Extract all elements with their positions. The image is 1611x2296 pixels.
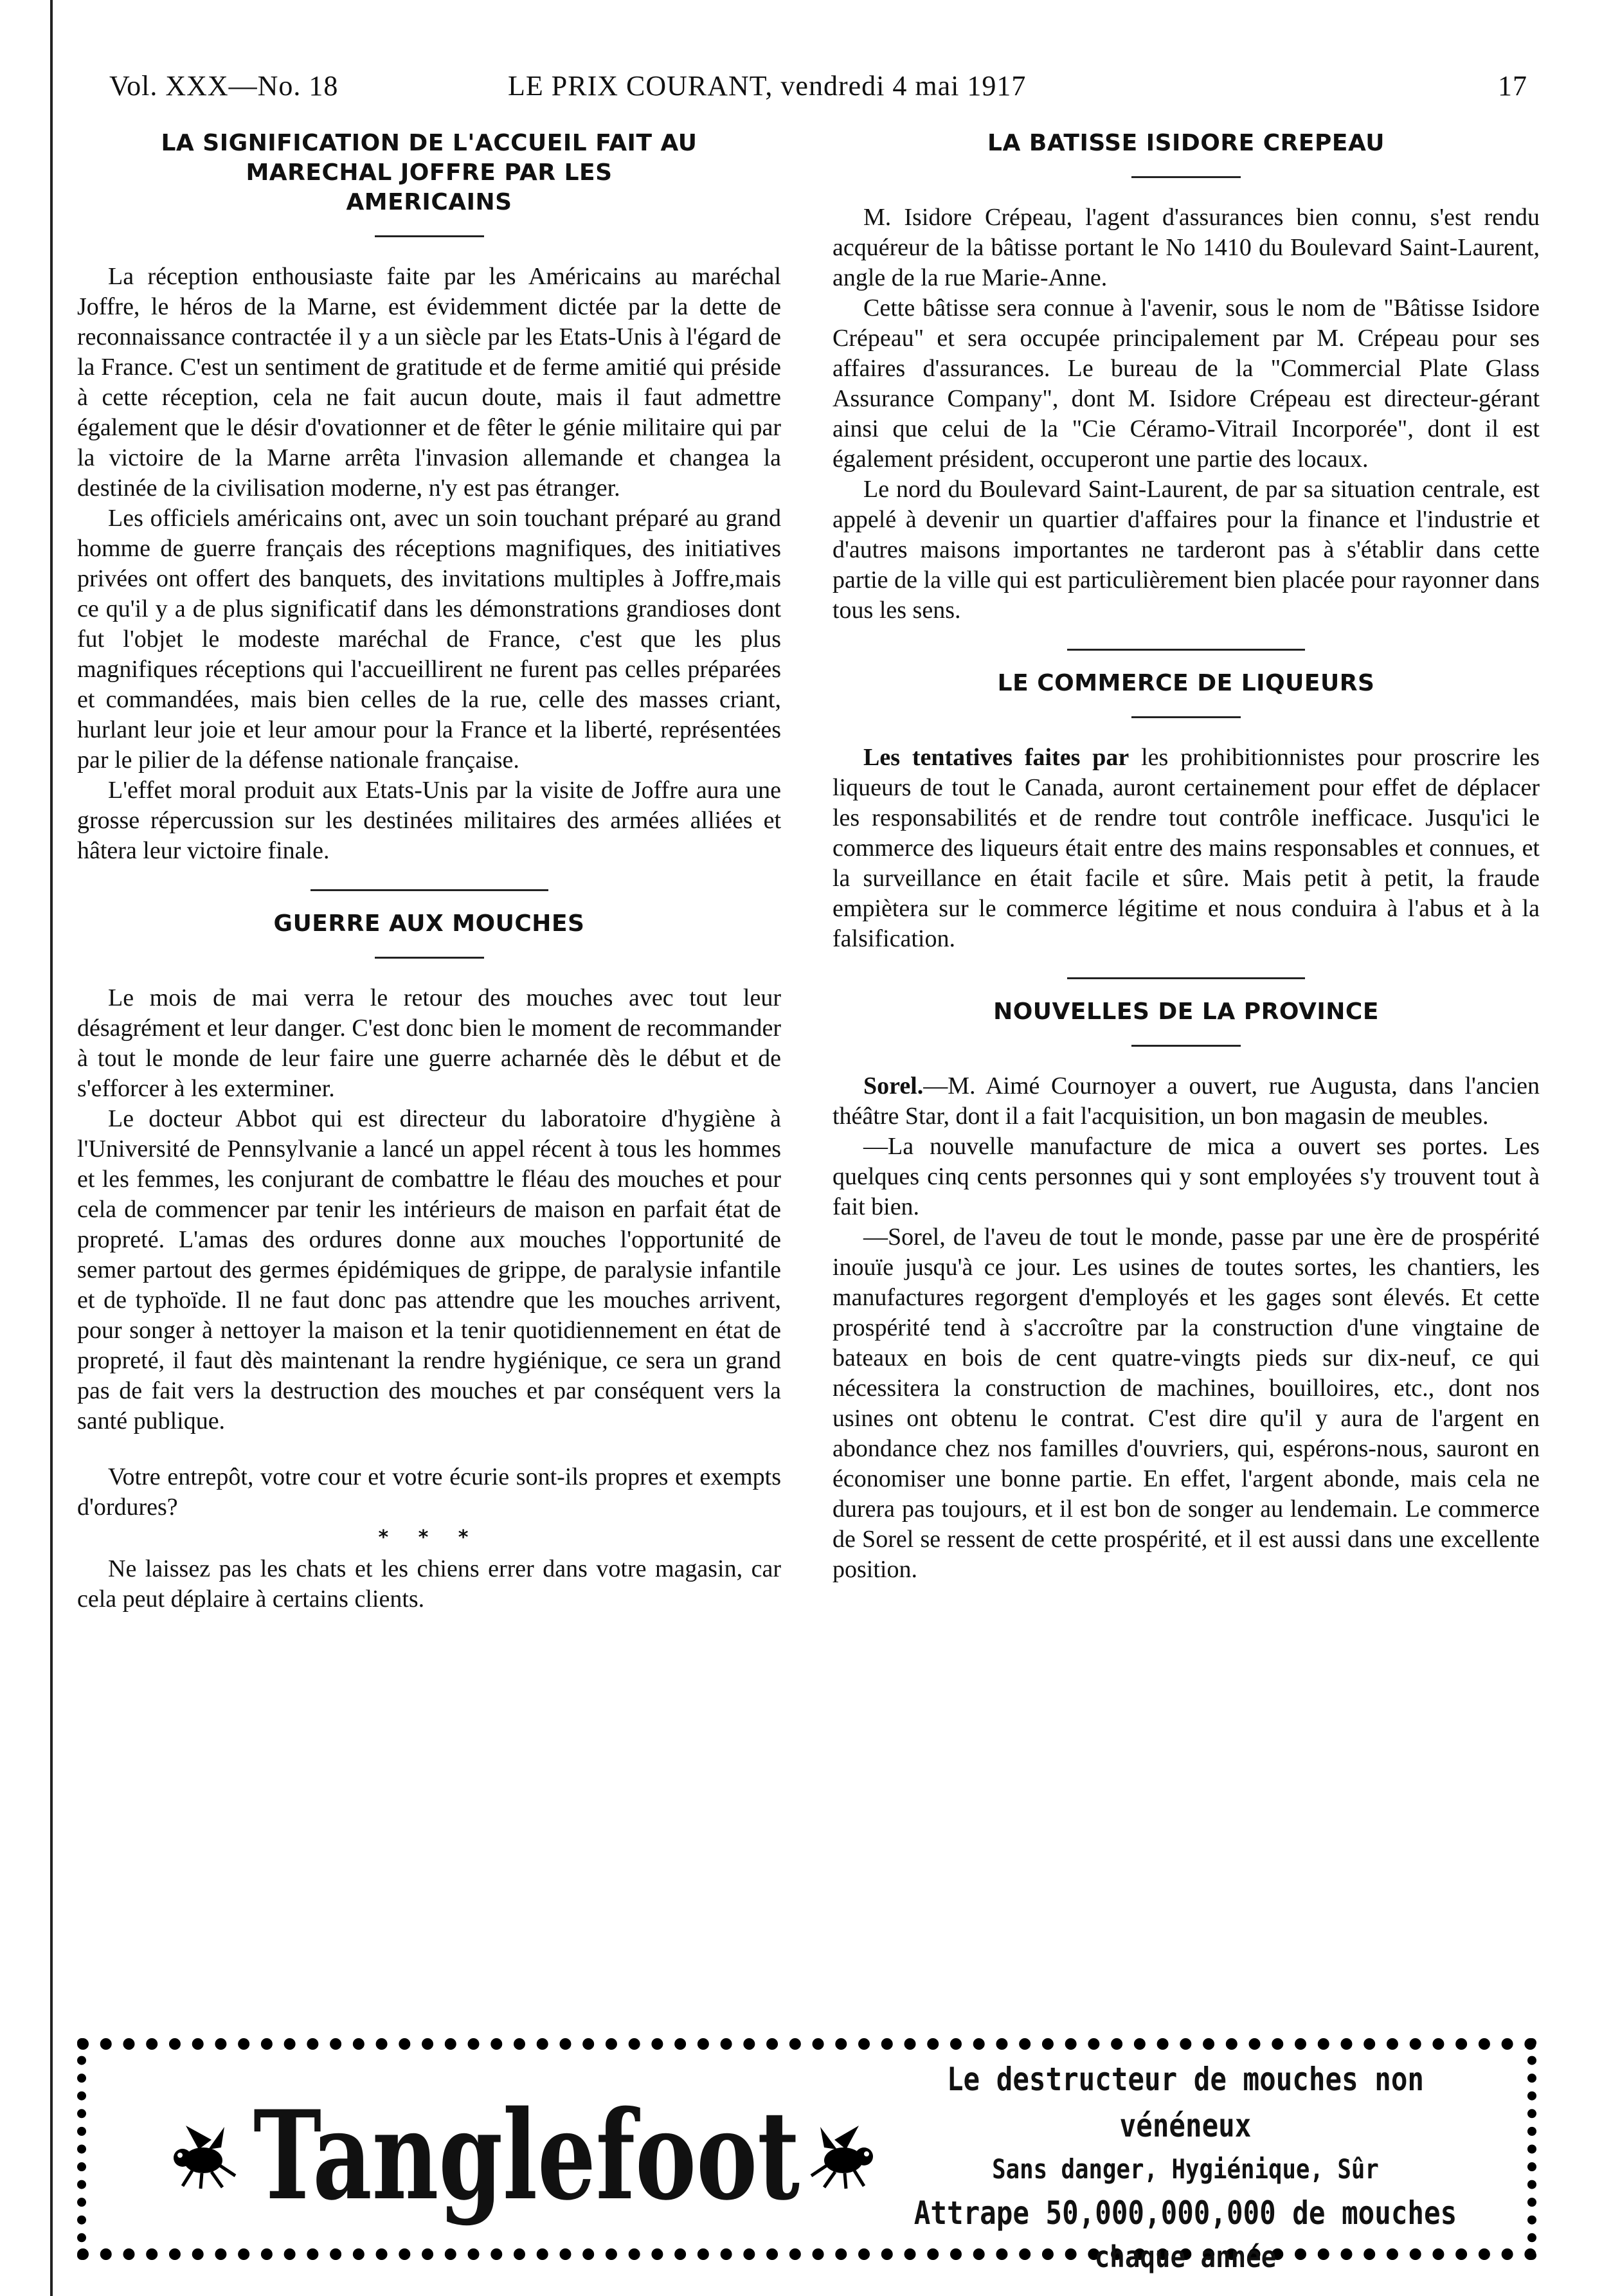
tanglefoot-advertisement xyxy=(77,2038,1536,2274)
section-stars: * * * xyxy=(378,1526,480,1549)
ad-copy xyxy=(845,2056,1526,2277)
fly-icon xyxy=(163,2120,240,2191)
paragraph: La réception enthousiaste faite par les Américains au maréchal Joffre, le héros de la Marne, est évidemment dictée par la dette de reconnaissance contractée il y a un siècle par les Etats-Unis à l'égard de la France. C'est un sentiment de gratitude et de ferme amitié qui préside à cette réception, cela ne fait aucun doute, mais il faut admettre également que le désir d'ovationner et de fêter le génie militaire qui par la victoire de la Marne arrêta l'invasion allemande et changea la destinée de la civilisation moderne, n'y est pas étranger. xyxy=(77,263,781,502)
article-joffre-title xyxy=(77,129,781,217)
title-line: MARECHAL JOFFRE PAR LES xyxy=(246,159,613,186)
article-mouches-title: GUERRE AUX MOUCHES xyxy=(273,910,585,937)
publication-title-date: LE PRIX COURANT, vendredi 4 mai 1917 xyxy=(508,70,1027,102)
paragraph: —La nouvelle manufacture de mica a ouvert ses portes. Les quelques cinq cents personnes qui y sont employées s'y trouvent tout à fait bien. xyxy=(833,1133,1540,1220)
paragraph: M. Isidore Crépeau, l'agent d'assurances bien connu, s'est rendu acquéreur de la bâtisse portant le No 1410 du Boulevard Saint-Laurent, angle de la rue Marie-Anne. xyxy=(833,204,1540,291)
title-line: LA SIGNIFICATION DE L'ACCUEIL FAIT AU xyxy=(161,130,698,156)
lead-in: Les tentatives faites par xyxy=(863,744,1130,771)
article-crepeau-title: LA BATISSE ISIDORE CREPEAU xyxy=(987,130,1385,156)
right-column xyxy=(833,129,1540,1585)
lead-in: Sorel. xyxy=(863,1072,924,1099)
volume-number: Vol. XXX—No. 18 xyxy=(109,70,339,102)
title-line: AMERICAINS xyxy=(346,189,512,215)
title-rule xyxy=(1131,176,1241,178)
ad-line: chaque année xyxy=(1094,2239,1277,2274)
page-number: 17 xyxy=(1498,70,1527,102)
page-edge-rule xyxy=(50,0,53,2296)
paragraph: L'effet moral produit aux Etats-Unis par la visite de Joffre aura une grosse répercussion sur les destinées militaires des armées alliées et hâtera leur victoire finale. xyxy=(77,777,781,864)
paragraph-body: —M. Aimé Cournoyer a ouvert, rue Augusta, dans l'ancien théâtre Star, dont il a fait l'acquisition, un bon magasin de meubles. xyxy=(833,1072,1540,1130)
title-rule xyxy=(375,235,484,237)
title-rule xyxy=(1131,1045,1241,1047)
article-divider xyxy=(1067,649,1305,651)
paragraph: Le docteur Abbot qui est directeur du laboratoire d'hygiène à l'Université de Pennsylvanie a lancé un appel récent à tous les hommes et les femmes, les conjurant de combattre le fléau des mouches et pour cela de commencer par tenir les intérieurs de maison en parfait état de propreté. L'amas des ordures donne aux mouches l'opportunité de semer partout des germes épidémiques de grippe, de paralysie infantile et de typhoïde. Il ne faut donc pas attendre que les mouches arrivent, pour songer à nettoyer la maison et la tenir quotidiennement en état de propreté, il faut dès maintenant la rendre hygiénique, ce sera un grand pas de fait vers la destruction des mouches et par conséquent vers la santé publique. xyxy=(77,1105,781,1434)
ad-brand-name: Tanglefoot xyxy=(253,2084,800,2227)
article-province-title: NOUVELLES DE LA PROVINCE xyxy=(993,999,1379,1025)
title-rule xyxy=(375,957,484,959)
paragraph xyxy=(833,743,1540,954)
running-head xyxy=(109,69,1527,108)
paragraph: Votre entrepôt, votre cour et votre écurie sont-ils propres et exempts d'ordures? xyxy=(77,1463,781,1521)
paragraph: Les officiels américains ont, avec un soin touchant préparé au grand homme de guerre français des réceptions magnifiques, des initiatives privées ont offert des banquets, des invitations multiples à Joffre,mais ce qu'il y a de plus significatif dans les démonstrations grandioses dont fut l'objet le modeste maréchal de France, c'est que les plus magnifiques réceptions qui l'accueillirent ne furent pas celles préparées et commandées, mais bien celles de la rue, celle des masses criant, hurlant leur joie et leur amour pour la France et la liberté, représentées par le pilier de la défense nationale française. xyxy=(77,505,781,773)
ad-brand-block xyxy=(163,2084,954,2227)
paragraph: Cette bâtisse sera connue à l'avenir, sous le nom de "Bâtisse Isidore Crépeau" et sera occupée principalement par M. Crépeau pour ses affaires d'assurances. Le bureau de la "Commercial Plate Glass Assurance Company", dont M. Isidore Crépeau est directeur-gérant ainsi que celui de la "Cie Céramo-Vitrail Incorporée", dont il est également président, occuperont une partie des locaux. xyxy=(833,294,1540,473)
ad-line: Sans danger, Hygiénique, Sûr xyxy=(992,2153,1379,2185)
article-divider xyxy=(1067,977,1305,979)
left-column xyxy=(77,129,781,1614)
paragraph-body: les prohibitionnistes pour proscrire les liqueurs de tout le Canada, auront certainement pour effet de déplacer les responsabilités et de rendre tout contrôle inefficace. Jusqu'ici le commerce des liqueurs était entre des mains responsables et connues, et la surveillance en était facile et sûre. Mais petit à petit, la fraude empiètera sur le commerce légitime et nous conduira à l'abus et à la falsification. xyxy=(833,744,1540,952)
paragraph xyxy=(833,1071,1540,1132)
paragraph: Le mois de mai verra le retour des mouches avec tout leur désagrément et leur danger. C'est donc bien le moment de recommander à tout le monde de leur faire une guerre acharnée dès le début et de s'efforcer à les exterminer. xyxy=(77,984,781,1102)
ad-line: Attrape 50,000,000,000 de mouches xyxy=(914,2194,1457,2232)
paragraph: Le nord du Boulevard Saint-Laurent, de par sa situation centrale, est appelé à devenir un quartier d'affaires pour la finance et l'industrie et d'autres maisons importantes ne tarderont pas à s'établir dans cette partie de la ville qui est particulièrement bien placée pour rayonner dans tous les sens. xyxy=(833,476,1540,624)
article-divider xyxy=(310,889,548,891)
article-liqueurs-title: LE COMMERCE DE LIQUEURS xyxy=(997,670,1375,696)
title-rule xyxy=(1131,716,1241,718)
ad-line: Le destructeur de mouches non vénéneux xyxy=(946,2061,1425,2144)
paragraph: Ne laissez pas les chats et les chiens errer dans votre magasin, car cela peut déplaire à certains clients. xyxy=(77,1555,781,1613)
paragraph: —Sorel, de l'aveu de tout le monde, passe par une ère de prospérité inouïe jusqu'à ce jour. Les usines de toutes sortes, les chantiers, les manufactures regorgent d'employés et les gages sont élevés. Et cette prospérité tend à s'accroître par la construction d'une vingtaine de bateaux en bois de cent quatre-vingts pieds sur dix-neuf, ce qui nécessitera la construction de machines, bouilloires, etc., dont nos usines ont obtenu le contrat. C'est dire qu'il y aura de l'argent en abondance chez nos familles d'ouvriers, qui, espérons-nous, sauront en économiser une bonne partie. En effet, l'argent abonde, mais cela ne durera pas toujours, et il est bon de songer au lendemain. Le commerce de Sorel se ressent de cette prospérité, et il est aussi dans une excellente position. xyxy=(833,1224,1540,1583)
